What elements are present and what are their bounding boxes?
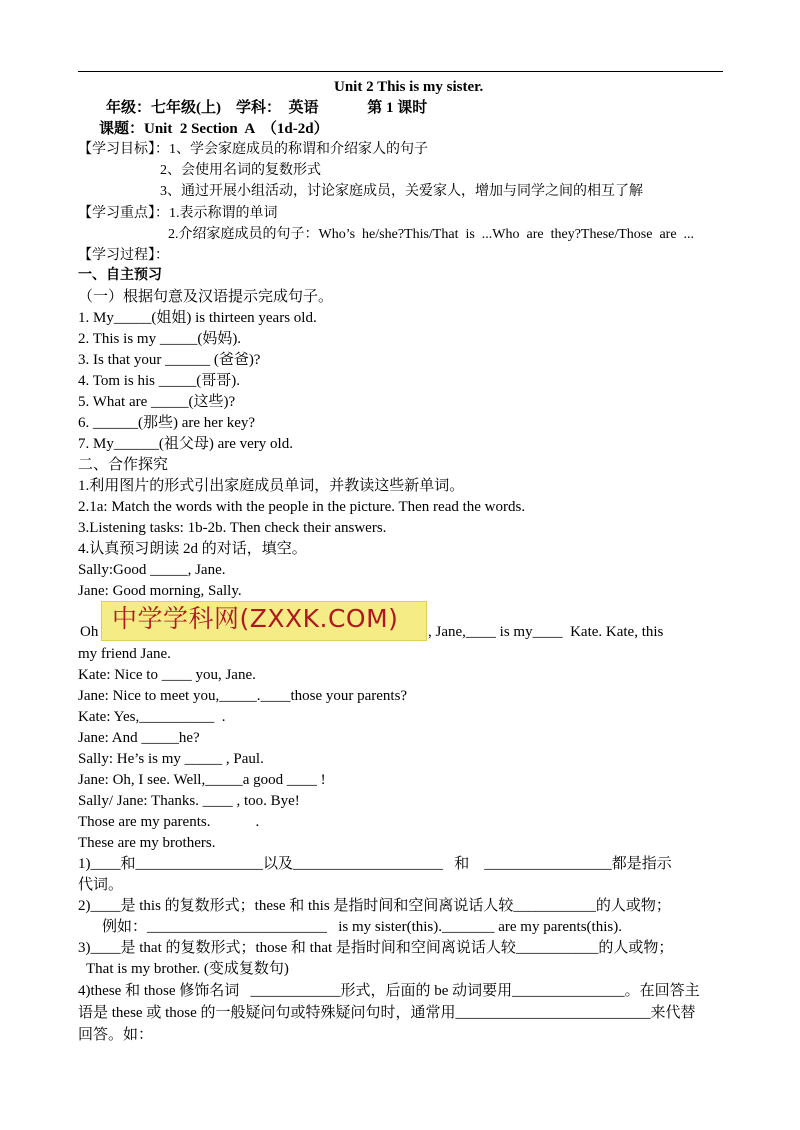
dialogue-line: Sally: He’s is my _____ , Paul. [78,751,264,767]
dialogue-line: Kate: Yes,__________ . [78,709,226,725]
grammar-line: 1)____和_________________以及____________________ 和 _________________都是指示 [78,856,672,872]
grammar-line: 代词。 [78,877,124,893]
lesson-meta: 年级：七年级(上) 学科： 英语 第 1 课时 [106,100,428,116]
grammar-line: 语是 these 或 those 的一般疑问句或特殊疑问句时，通常用__________________________来代替 [78,1005,696,1021]
task-item: 1.利用图片的形式引出家庭成员单词，并教读这些新单词。 [78,478,465,494]
grammar-line: 例如：________________________ is my sister(this)._______ are my parents(this). [102,919,622,935]
goals-label: 【学习目标】：1、学会家庭成员的称谓和介绍家人的句子 [78,142,428,157]
focus-item: 2.介绍家庭成员的句子：Who’s he/she?This/That is ...Who are they?These/Those are ... [168,227,695,242]
exercise-item: 3. Is that your ______ (爸爸)? [78,352,261,368]
watermark-logo [101,601,427,641]
section1-heading: 一、自主预习 [78,268,162,283]
exercise-item: 2. This is my _____(妈妈). [78,331,242,347]
dialogue-line: Sally/ Jane: Thanks. ____ , too. Bye! [78,793,300,809]
task-item: 4.认真预习朗读 2d 的对话，填空。 [78,541,307,557]
focus-label: 【学习重点】：1.表示称谓的单词 [78,206,278,221]
process-label: 【学习过程】： [78,248,169,263]
exercise-item: 6. ______(那些) are her key? [78,415,256,431]
section1-subheading: （一）根据句意及汉语提示完成句子。 [78,289,334,305]
dialogue-line: Jane: Nice to meet you,_____.____those your parents? [78,688,408,704]
grammar-line: 3)____是 that 的复数形式；those 和 that 是指时间和空间离说话人较___________的人或物； [78,940,674,956]
dialogue-line: Jane: Oh, I see. Well,_____a good ____ ! [78,772,326,788]
dialogue-line: Jane: And _____he? [78,730,200,746]
dialogue-line: Kate: Nice to ____ you, Jane. [78,667,256,683]
task-item: 2.1a: Match the words with the people in the picture. Then read the words. [78,499,526,515]
lesson-topic: 课题：Unit 2 Section A （1d-2d） [99,121,329,137]
dialogue-line: my friend Jane. [78,646,171,662]
header-rule [78,71,723,72]
dialogue-line: Those are my parents. . [78,814,260,830]
dialogue-line: Jane: Good morning, Sally. [78,583,242,599]
dialogue-line-start: Oh [80,624,99,640]
goal-item: 2、会使用名词的复数形式 [160,163,321,178]
grammar-line: 回答。如： [78,1027,154,1043]
page-title: Unit 2 This is my sister. [334,79,484,95]
goal-item: 3、通过开展小组活动，讨论家庭成员，关爱家人，增加与同学之间的相互了解 [160,184,643,199]
exercise-item: 1. My_____(姐姐) is thirteen years old. [78,310,317,326]
exercise-item: 5. What are _____(这些)? [78,394,236,410]
exercise-item: 4. Tom is his _____(哥哥). [78,373,241,389]
grammar-line: 4)these 和 those 修饰名词 ____________形式，后面的 be 动词要用_______________。在回答主 [78,983,700,999]
task-item: 3.Listening tasks: 1b-2b. Then check their answers. [78,520,387,536]
exercise-item: 7. My______(祖父母) are very old. [78,436,293,452]
grammar-line: 2)____是 this 的复数形式；these 和 this 是指时间和空间离说话人较___________的人或物； [78,898,671,914]
section2-heading: 二、合作探究 [78,457,169,473]
dialogue-line: Sally:Good _____, Jane. [78,562,226,578]
grammar-line: That is my brother. (变成复数句) [86,961,289,977]
watermark-text: 中学学科网(ZXXK.COM) [112,604,399,633]
dialogue-line: These are my brothers. [78,835,216,851]
dialogue-line-end: , Jane,____ is my____ Kate. Kate, this [428,624,664,640]
